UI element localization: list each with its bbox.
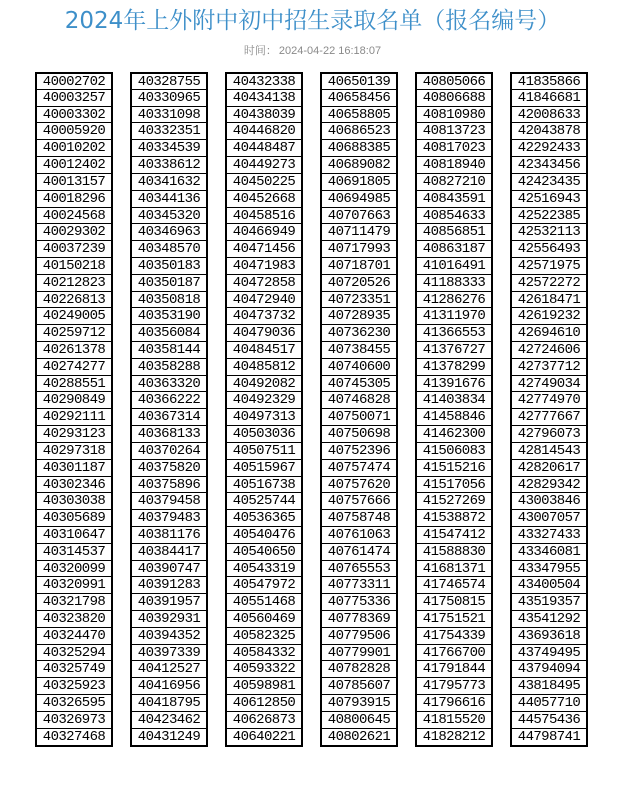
registration-number-cell: 40261378	[37, 341, 111, 358]
registration-number-cell: 40802621	[322, 728, 396, 745]
registration-number-cell: 40810980	[417, 106, 491, 123]
registration-number-cell: 40434138	[227, 89, 301, 106]
registration-number-cell: 40301187	[37, 459, 111, 476]
registration-number-cell: 40540476	[227, 526, 301, 543]
registration-number-cell: 40249005	[37, 307, 111, 324]
registration-number-cell: 40324470	[37, 627, 111, 644]
registration-number-cell: 40397339	[132, 644, 206, 661]
registration-number-cell: 41766700	[417, 644, 491, 661]
registration-number-cell: 40612850	[227, 694, 301, 711]
registration-number-cell: 42737712	[512, 358, 586, 375]
registration-number-cell: 40466949	[227, 223, 301, 240]
registration-number-cell: 42008633	[512, 106, 586, 123]
registration-number-cell: 40226813	[37, 291, 111, 308]
registration-number-cell: 40497313	[227, 408, 301, 425]
registration-number-cell: 42694610	[512, 324, 586, 341]
registration-number-cell: 41458846	[417, 408, 491, 425]
registration-number-cell: 40516738	[227, 476, 301, 493]
registration-number-cell: 41515216	[417, 459, 491, 476]
registration-number-cell: 40010202	[37, 139, 111, 156]
registration-number-cell: 40492082	[227, 375, 301, 392]
page-title: 2024年上外附中初中招生录取名单（报名编号）	[64, 8, 561, 34]
registration-number-cell: 40327468	[37, 728, 111, 745]
registration-number-cell: 40658805	[322, 106, 396, 123]
registration-number-cell: 40391283	[132, 576, 206, 593]
registration-number-cell: 40005920	[37, 122, 111, 139]
registration-number-cell: 42618471	[512, 291, 586, 308]
registration-number-cell: 42796073	[512, 425, 586, 442]
registration-number-cell: 43749495	[512, 644, 586, 661]
registration-number-cell: 44798741	[512, 728, 586, 745]
timestamp-label: 时间：	[243, 45, 277, 57]
registration-number-cell: 40412527	[132, 660, 206, 677]
registration-number-cell: 42532113	[512, 223, 586, 240]
registration-number-cell: 40449273	[227, 156, 301, 173]
registration-number-cell: 40328755	[132, 72, 206, 89]
registration-number-cell: 40350818	[132, 291, 206, 308]
registration-number-cell: 40379458	[132, 492, 206, 509]
registration-number-cell: 40750071	[322, 408, 396, 425]
registration-number-cell: 40843591	[417, 190, 491, 207]
registration-number-cell: 40326595	[37, 694, 111, 711]
registration-number-cell: 42516943	[512, 190, 586, 207]
registration-number-cell: 40003257	[37, 89, 111, 106]
registration-number-cell: 42556493	[512, 240, 586, 257]
registration-number-cell: 40438039	[227, 106, 301, 123]
registration-number-cell: 40515967	[227, 459, 301, 476]
registration-number-cell: 41846681	[512, 89, 586, 106]
timestamp	[0, 42, 625, 58]
registration-number-cell: 42774970	[512, 391, 586, 408]
registration-number-cell: 42820617	[512, 459, 586, 476]
registration-number-cell: 41796616	[417, 694, 491, 711]
registration-number-cell: 40003302	[37, 106, 111, 123]
registration-number-cell: 40817023	[417, 139, 491, 156]
registration-number-cell: 40856851	[417, 223, 491, 240]
registration-number-cell: 41462300	[417, 425, 491, 442]
registration-number-cell: 40503036	[227, 425, 301, 442]
number-column-5	[415, 72, 493, 747]
registration-number-cell: 40305689	[37, 509, 111, 526]
registration-number-cell: 40325294	[37, 644, 111, 661]
registration-number-cell: 40598981	[227, 677, 301, 694]
registration-number-cell: 41286276	[417, 291, 491, 308]
registration-number-cell: 40353190	[132, 307, 206, 324]
registration-number-cell: 40448487	[227, 139, 301, 156]
registration-number-cell: 40818940	[417, 156, 491, 173]
registration-number-cell: 40384417	[132, 543, 206, 560]
registration-number-cell: 40350183	[132, 257, 206, 274]
registration-number-cell: 40302346	[37, 476, 111, 493]
registration-number-cell: 40326973	[37, 711, 111, 728]
registration-number-cell: 40479036	[227, 324, 301, 341]
registration-number-cell: 40471983	[227, 257, 301, 274]
registration-number-cell: 41750815	[417, 593, 491, 610]
registration-number-cell: 40472940	[227, 291, 301, 308]
registration-number-cell: 41835866	[512, 72, 586, 89]
registration-number-cell: 44057710	[512, 694, 586, 711]
registration-number-cell: 40358288	[132, 358, 206, 375]
registration-number-cell: 40492329	[227, 391, 301, 408]
registration-number-cell: 40334539	[132, 139, 206, 156]
registration-number-cell: 42829342	[512, 476, 586, 493]
registration-number-cell: 40551468	[227, 593, 301, 610]
registration-number-cell: 40029302	[37, 223, 111, 240]
registration-number-cell: 40740600	[322, 358, 396, 375]
registration-number-cell: 40423462	[132, 711, 206, 728]
registration-number-cell: 40024568	[37, 207, 111, 224]
timestamp-value: 2024-04-22 16:18:07	[278, 45, 382, 57]
registration-number-cell: 40728935	[322, 307, 396, 324]
registration-number-cell: 40484517	[227, 341, 301, 358]
registration-number-cell: 40314537	[37, 543, 111, 560]
registration-number-cell: 40341632	[132, 173, 206, 190]
registration-number-cell: 40013157	[37, 173, 111, 190]
registration-number-cell: 40293123	[37, 425, 111, 442]
registration-number-cell: 42571975	[512, 257, 586, 274]
registration-number-cell: 41547412	[417, 526, 491, 543]
registration-number-cell: 40391957	[132, 593, 206, 610]
registration-number-cell: 40757666	[322, 492, 396, 509]
registration-number-cell: 43347955	[512, 560, 586, 577]
admission-number-grid	[0, 72, 625, 790]
registration-number-cell: 40707663	[322, 207, 396, 224]
registration-number-cell: 40450225	[227, 173, 301, 190]
registration-number-cell: 40717993	[322, 240, 396, 257]
registration-number-cell: 40350187	[132, 274, 206, 291]
registration-number-cell: 40560469	[227, 610, 301, 627]
registration-number-cell: 40720526	[322, 274, 396, 291]
registration-number-cell: 40379483	[132, 509, 206, 526]
registration-number-cell: 40745305	[322, 375, 396, 392]
registration-number-cell: 40356084	[132, 324, 206, 341]
registration-number-cell: 43003846	[512, 492, 586, 509]
registration-number-cell: 40658456	[322, 89, 396, 106]
registration-number-cell: 43541292	[512, 610, 586, 627]
registration-number-cell: 40212823	[37, 274, 111, 291]
registration-number-cell: 40363320	[132, 375, 206, 392]
registration-number-cell: 40750698	[322, 425, 396, 442]
registration-number-cell: 42619232	[512, 307, 586, 324]
registration-number-cell: 40012402	[37, 156, 111, 173]
registration-number-cell: 40793915	[322, 694, 396, 711]
registration-number-cell: 41815520	[417, 711, 491, 728]
registration-number-cell: 41791844	[417, 660, 491, 677]
registration-number-cell: 42572272	[512, 274, 586, 291]
registration-number-cell: 43693618	[512, 627, 586, 644]
registration-number-cell: 40806688	[417, 89, 491, 106]
registration-number-cell: 40366222	[132, 391, 206, 408]
registration-number-cell: 40259712	[37, 324, 111, 341]
registration-number-cell: 40323820	[37, 610, 111, 627]
registration-number-cell: 40303038	[37, 492, 111, 509]
registration-number-cell: 40274277	[37, 358, 111, 375]
registration-number-cell: 40688385	[322, 139, 396, 156]
registration-number-cell: 41538872	[417, 509, 491, 526]
registration-number-cell: 40394352	[132, 627, 206, 644]
registration-number-cell: 41366553	[417, 324, 491, 341]
registration-number-cell: 41016491	[417, 257, 491, 274]
registration-number-cell: 40650139	[322, 72, 396, 89]
registration-number-cell: 40543319	[227, 560, 301, 577]
registration-number-cell: 41751521	[417, 610, 491, 627]
registration-number-cell: 40458516	[227, 207, 301, 224]
registration-number-cell: 44575436	[512, 711, 586, 728]
registration-number-cell: 40344136	[132, 190, 206, 207]
registration-number-cell: 41378299	[417, 358, 491, 375]
registration-number-cell: 40432338	[227, 72, 301, 89]
registration-number-cell: 40778369	[322, 610, 396, 627]
registration-number-cell: 40813723	[417, 122, 491, 139]
registration-number-cell: 40150218	[37, 257, 111, 274]
registration-number-cell: 40002702	[37, 72, 111, 89]
registration-number-cell: 40321798	[37, 593, 111, 610]
registration-number-cell: 40854633	[417, 207, 491, 224]
registration-number-cell: 40358144	[132, 341, 206, 358]
registration-number-cell: 40779506	[322, 627, 396, 644]
registration-number-cell: 40452668	[227, 190, 301, 207]
registration-number-cell: 40330965	[132, 89, 206, 106]
registration-number-cell: 40485812	[227, 358, 301, 375]
registration-number-cell: 40392931	[132, 610, 206, 627]
registration-number-cell: 41795773	[417, 677, 491, 694]
registration-number-cell: 40292111	[37, 408, 111, 425]
registration-number-cell: 40584332	[227, 644, 301, 661]
registration-number-cell: 40507511	[227, 442, 301, 459]
registration-number-cell: 40473732	[227, 307, 301, 324]
registration-number-cell: 42522385	[512, 207, 586, 224]
registration-number-cell: 40757474	[322, 459, 396, 476]
registration-number-cell: 40593322	[227, 660, 301, 677]
number-column-6	[510, 72, 588, 747]
registration-number-cell: 42777667	[512, 408, 586, 425]
registration-number-cell: 40381176	[132, 526, 206, 543]
registration-number-cell: 40325749	[37, 660, 111, 677]
registration-number-cell: 40310647	[37, 526, 111, 543]
registration-number-cell: 40290849	[37, 391, 111, 408]
registration-number-cell: 40752396	[322, 442, 396, 459]
registration-number-cell: 41828212	[417, 728, 491, 745]
registration-number-cell: 40297318	[37, 442, 111, 459]
registration-number-cell: 41681371	[417, 560, 491, 577]
registration-number-cell: 40367314	[132, 408, 206, 425]
registration-number-cell: 42043878	[512, 122, 586, 139]
registration-number-cell: 41403834	[417, 391, 491, 408]
registration-number-cell: 43327433	[512, 526, 586, 543]
registration-number-cell: 40547972	[227, 576, 301, 593]
registration-number-cell: 40758748	[322, 509, 396, 526]
registration-number-cell: 40288551	[37, 375, 111, 392]
registration-number-cell: 40805066	[417, 72, 491, 89]
registration-number-cell: 40525744	[227, 492, 301, 509]
registration-number-cell: 40689082	[322, 156, 396, 173]
registration-number-cell: 40418795	[132, 694, 206, 711]
registration-number-cell: 40782828	[322, 660, 396, 677]
registration-number-cell: 40761063	[322, 526, 396, 543]
registration-number-cell: 40718701	[322, 257, 396, 274]
registration-number-cell: 41527269	[417, 492, 491, 509]
registration-number-cell: 40582325	[227, 627, 301, 644]
registration-number-cell: 40686523	[322, 122, 396, 139]
registration-number-cell: 42814543	[512, 442, 586, 459]
registration-number-cell: 40037239	[37, 240, 111, 257]
registration-number-cell: 40018296	[37, 190, 111, 207]
registration-number-cell: 40320991	[37, 576, 111, 593]
registration-number-cell: 40348570	[132, 240, 206, 257]
registration-number-cell: 43400504	[512, 576, 586, 593]
registration-number-cell: 43794094	[512, 660, 586, 677]
registration-number-cell: 41754339	[417, 627, 491, 644]
registration-number-cell: 40691805	[322, 173, 396, 190]
registration-number-cell: 40775336	[322, 593, 396, 610]
registration-number-cell: 43519357	[512, 593, 586, 610]
registration-number-cell: 40711479	[322, 223, 396, 240]
registration-number-cell: 40757620	[322, 476, 396, 493]
registration-number-cell: 40390747	[132, 560, 206, 577]
registration-number-cell: 40723351	[322, 291, 396, 308]
registration-number-cell: 40446820	[227, 122, 301, 139]
registration-number-cell: 40331098	[132, 106, 206, 123]
registration-number-cell: 40765553	[322, 560, 396, 577]
registration-number-cell: 40800645	[322, 711, 396, 728]
number-column-2	[130, 72, 208, 747]
registration-number-cell: 40540650	[227, 543, 301, 560]
registration-number-cell: 42343456	[512, 156, 586, 173]
registration-number-cell: 40471456	[227, 240, 301, 257]
registration-number-cell: 42423435	[512, 173, 586, 190]
registration-number-cell: 41188333	[417, 274, 491, 291]
registration-number-cell: 40626873	[227, 711, 301, 728]
registration-number-cell: 42292433	[512, 139, 586, 156]
registration-number-cell: 40694985	[322, 190, 396, 207]
registration-number-cell: 40785607	[322, 677, 396, 694]
registration-number-cell: 40325923	[37, 677, 111, 694]
registration-number-cell: 40773311	[322, 576, 396, 593]
registration-number-cell: 40746828	[322, 391, 396, 408]
registration-number-cell: 40779901	[322, 644, 396, 661]
registration-number-cell: 40416956	[132, 677, 206, 694]
registration-number-cell: 40640221	[227, 728, 301, 745]
registration-number-cell: 40863187	[417, 240, 491, 257]
registration-number-cell: 40375896	[132, 476, 206, 493]
registration-number-cell: 40346963	[132, 223, 206, 240]
registration-number-cell: 41376727	[417, 341, 491, 358]
registration-number-cell: 42749034	[512, 375, 586, 392]
registration-number-cell: 41311970	[417, 307, 491, 324]
registration-number-cell: 41746574	[417, 576, 491, 593]
registration-number-cell: 40736230	[322, 324, 396, 341]
registration-number-cell: 40345320	[132, 207, 206, 224]
registration-number-cell: 42724606	[512, 341, 586, 358]
registration-number-cell: 41588830	[417, 543, 491, 560]
registration-number-cell: 41517056	[417, 476, 491, 493]
registration-number-cell: 40332351	[132, 122, 206, 139]
number-column-1	[35, 72, 113, 747]
registration-number-cell: 43007057	[512, 509, 586, 526]
registration-number-cell: 40431249	[132, 728, 206, 745]
registration-number-cell: 40472858	[227, 274, 301, 291]
registration-number-cell: 40368133	[132, 425, 206, 442]
registration-number-cell: 40738455	[322, 341, 396, 358]
registration-number-cell: 40536365	[227, 509, 301, 526]
registration-number-cell: 40370264	[132, 442, 206, 459]
registration-number-cell: 40375820	[132, 459, 206, 476]
registration-number-cell: 43818495	[512, 677, 586, 694]
registration-number-cell: 41391676	[417, 375, 491, 392]
registration-number-cell: 40338612	[132, 156, 206, 173]
number-column-4	[320, 72, 398, 747]
registration-number-cell: 41506083	[417, 442, 491, 459]
registration-number-cell: 40761474	[322, 543, 396, 560]
registration-number-cell: 40320099	[37, 560, 111, 577]
number-column-3	[225, 72, 303, 747]
registration-number-cell: 43346081	[512, 543, 586, 560]
registration-number-cell: 40827210	[417, 173, 491, 190]
